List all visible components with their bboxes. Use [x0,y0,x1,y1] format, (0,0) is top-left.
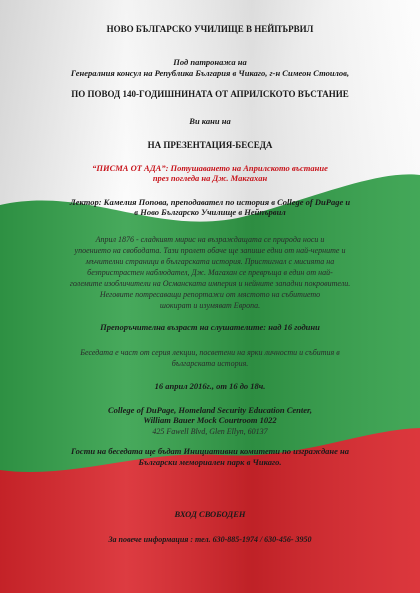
description-line: големите изобличители на Османската империя и нейните западни покровители. [69,279,351,288]
venue-line-2: William Bauer Mock Courtroom 1022 [143,415,277,425]
venue-address: 425 Fawell Blvd, Glen Ellyn, 60137 [152,427,268,436]
series-line-2: българската история. [171,359,249,368]
description-line: мъчителни страници в българската история. Пристигнал с мисията на [85,257,335,266]
patronage-line-1: Под патронажа на [173,57,247,67]
description-line: Април 1876 - сладкият мирис на възраждащата се природа носи и [95,235,325,244]
event-datetime: 16 април 2016г., от 16 до 18ч. [154,381,266,391]
venue-line-1: College of DuPage, Homeland Security Education Center, [108,405,312,415]
free-entry: ВХОД СВОБОДЕН [174,509,246,519]
guests-line-1: Гости на беседата ще бъдат Инициативни комитети по изграждане на [70,446,350,456]
series-line-1: Беседата е част от серия лекции, посветени на ярки личности и събития в [80,348,340,357]
occasion-heading: ПО ПОВОД 140-ГОДИШНИНАТА ОТ АПРИЛСКОТО ВЪСТАНИЕ [71,89,349,99]
description-line: Неговите потресаващи репортажи от мястото на събитието [99,290,321,299]
description-line: шокират и изумяват Европа. [159,301,261,310]
contact-info: За повече информация : тел. 630-885-1974 / 630-456- 3950 [108,535,312,544]
description-line: безпристрастен наблюдател, Дж. Магахан се превръща в един от най- [87,268,333,277]
lecturer-line-1: Лектор: Камелия Попова, преподавател по история в College of DuPage и [69,197,351,207]
guests-line-2: Български мемориален парк в Чикаго. [138,457,282,467]
topic-line-2: през погледа на Дж. Макгахан [152,173,268,183]
topic-line-1: “ПИСМА ОТ АДА”: Потушаването на Априлското въстание [92,163,328,173]
invite-text: Ви кани на [189,116,231,126]
school-title: НОВО БЪЛГАРСКО УЧИЛИЩЕ В НЕЙПЪРВИЛ [106,24,314,34]
description-line: упоението на свободата. Тази пролет обаче ще запише едни от най-черните и [74,246,346,255]
lecturer-line-2: в Ново Българско Училище в Нейпървил [134,207,286,217]
recommended-age: Препоръчителна възраст на слушателите: над 16 години [100,322,320,332]
event-type: НА ПРЕЗЕНТАЦИЯ-БЕСЕДА [147,140,273,150]
patronage-line-2: Генералния консул на Република България в Чикаго, г-н Симеон Стоилов, [70,68,350,78]
